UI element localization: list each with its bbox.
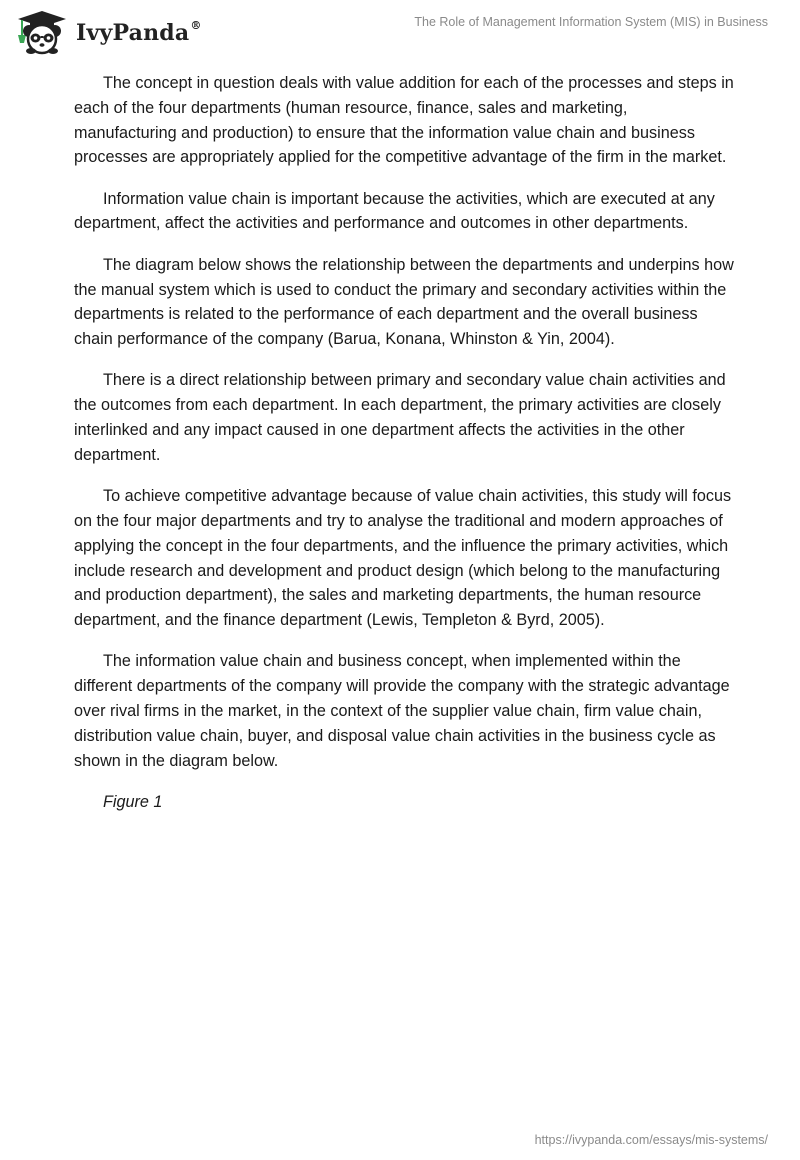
paragraph: The information value chain and business concept, when implemented within the different departments of the company will provide the company with the strategic advantage over rival firms in the market, in the context of the supplier value chain, firm value chain, distribution value chain, buyer, and disposal value chain activities in the business cycle as shown in the diagram below.: [74, 652, 730, 770]
registered-mark: ®: [190, 18, 202, 32]
paragraph: There is a direct relationship between primary and secondary value chain activities and the outcomes from each department. In each department, the primary activities are closely interlinked and any impact caused in one department affects the activities in the other department.: [74, 371, 726, 464]
paragraph: To achieve competitive advantage because of value chain activities, this study will focus on the four major departments and try to analyse the traditional and modern approaches of applying the concept in the four departments, and the influence the primary activities, which include research and development and product design (which belong to the manufacturing and production department), the sales and marketing departments, the human resource department, and the finance department (Lewis, Templeton & Byrd, 2005).: [74, 487, 732, 630]
source-url[interactable]: https://ivypanda.com/essays/mis-systems/: [534, 1133, 768, 1147]
brand-name: IvyPanda®: [76, 18, 202, 46]
paragraph: The concept in question deals with value addition for each of the processes and steps in each of the four departments (human resource, finance, sales and marketing, manufacturing and production) to ensure that the information value chain and business processes are appropriately applied for the competitive advantage of the firm in the market.: [74, 74, 734, 167]
document-title: The Role of Management Information System (MIS) in Business: [414, 15, 768, 29]
figure-caption: Figure 1: [103, 792, 163, 811]
essay-body: [74, 71, 734, 815]
ivypanda-logo[interactable]: [14, 9, 202, 55]
paragraph: Information value chain is important because the activities, which are executed at any department, affect the activities and performance and outcomes in other departments.: [74, 189, 715, 233]
page-header: [0, 0, 800, 60]
paragraph: The diagram below shows the relationship between the departments and underpins how the manual system which is used to conduct the primary and secondary activities within the departments is related to the performance of each department and the overall business chain performance of the company (Barua, Konana, Whinston & Yin, 2004).: [74, 255, 734, 349]
panda-graduate-icon: [14, 9, 70, 55]
